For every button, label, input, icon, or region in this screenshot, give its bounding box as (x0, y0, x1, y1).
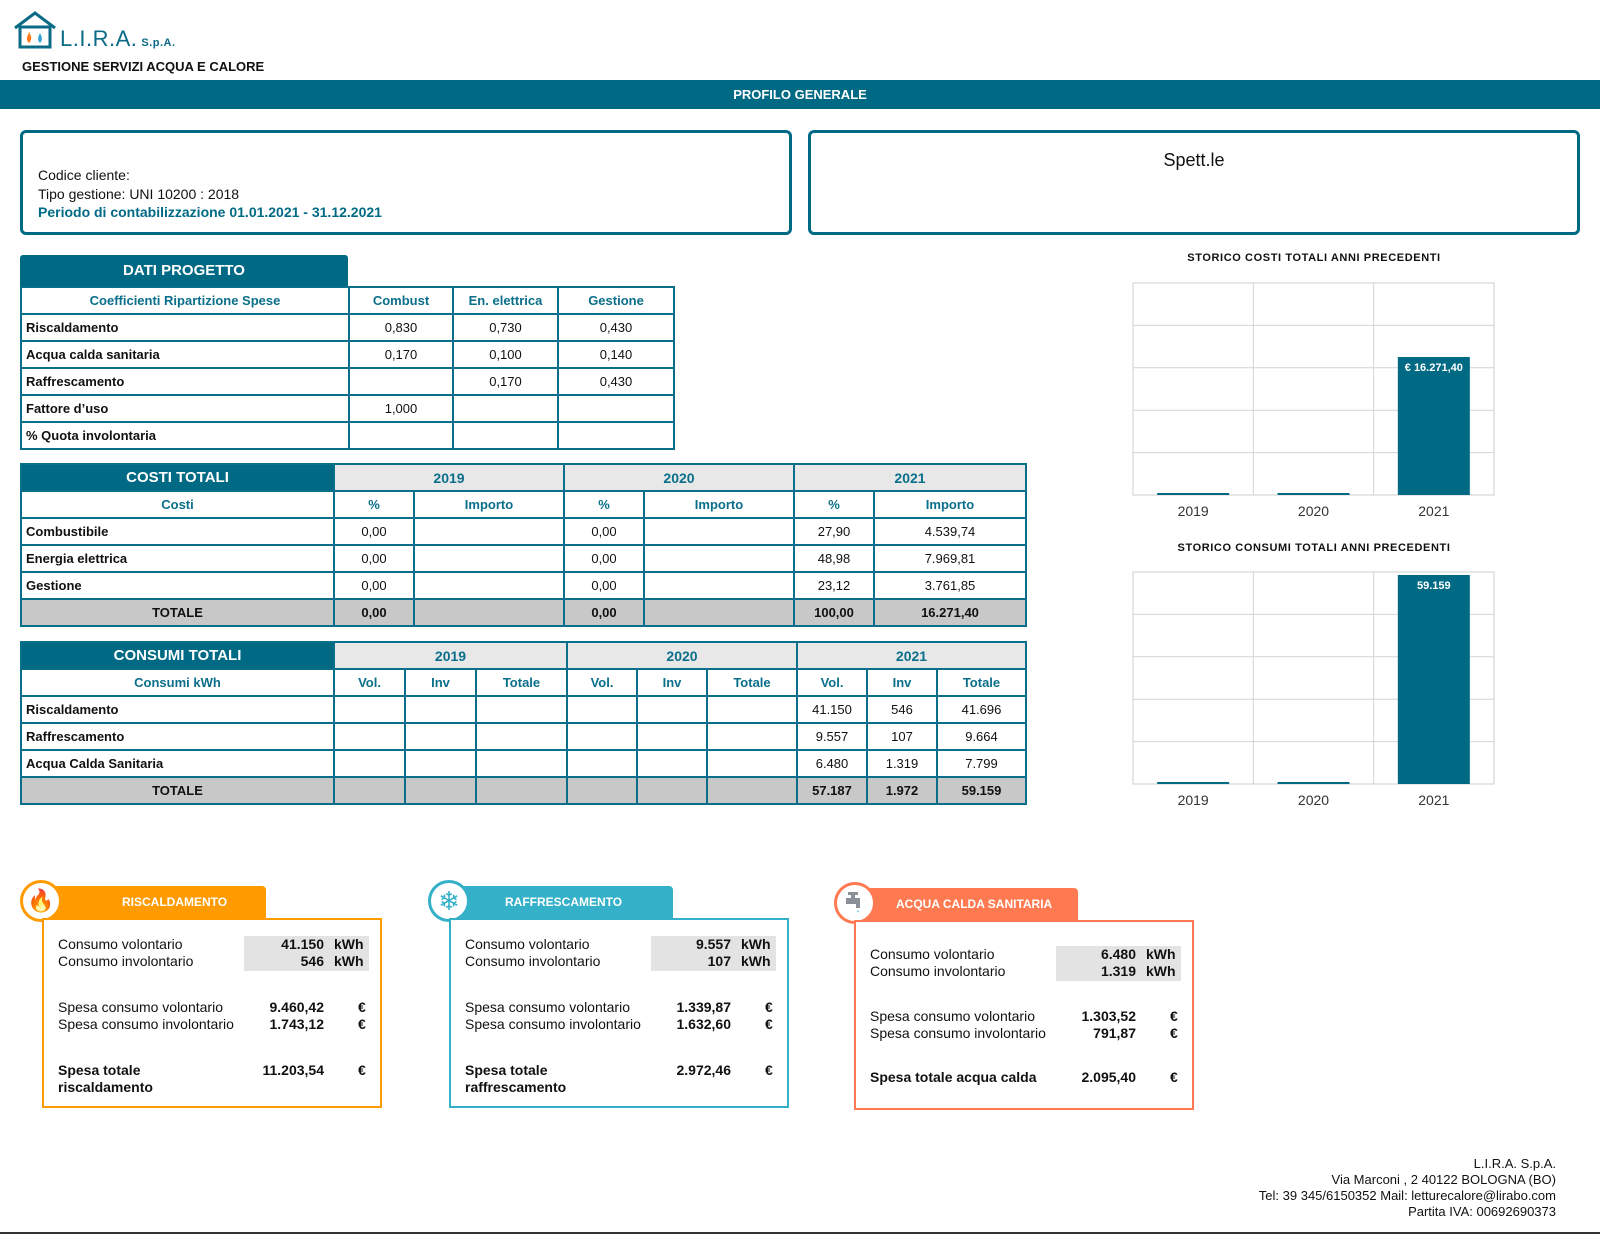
header-inv: Inv (637, 669, 707, 696)
client-info-box (20, 130, 792, 235)
unit: € (358, 999, 366, 1015)
cell (349, 422, 453, 449)
consumo-involontario-label: Consumo involontario (870, 963, 1006, 979)
cell: 16.271,40 (874, 599, 1026, 626)
spesa-volontario-label: Spesa consumo volontario (58, 999, 223, 1015)
address-box (808, 130, 1580, 235)
cell (644, 518, 794, 545)
spesa-involontario-value: 1.743,12 (269, 1016, 324, 1032)
cell (453, 422, 558, 449)
tick-label: 2019 (1177, 792, 1209, 808)
cell (405, 777, 476, 804)
header-inv: Inv (867, 669, 937, 696)
cell (405, 750, 476, 777)
spesa-involontario-label: Spesa consumo involontario (870, 1025, 1046, 1041)
cell (414, 599, 564, 626)
accounting-period: Periodo di contabilizzazione 01.01.2021 - 31.12.2021 (38, 204, 382, 220)
bar-2019 (1157, 493, 1229, 495)
header-percent: % (334, 491, 414, 518)
snowflake-icon: ❄ (428, 880, 470, 922)
raffrescamento-title: RAFFRESCAMENTO (449, 886, 673, 918)
cell: 9.664 (937, 723, 1026, 750)
faucet-icon (834, 882, 876, 924)
cell (405, 723, 476, 750)
consumi-totali-table (20, 641, 1027, 805)
unit: kWh (741, 936, 771, 952)
cell (476, 777, 567, 804)
table-row (21, 314, 674, 341)
row-label: Riscaldamento (21, 314, 349, 341)
footer-company: L.I.R.A. S.p.A. (1473, 1156, 1556, 1171)
table-row (21, 518, 1026, 545)
year-2020: 2020 (567, 642, 797, 669)
cell (414, 545, 564, 572)
cell: 0,00 (334, 599, 414, 626)
cell (476, 750, 567, 777)
cell (567, 750, 637, 777)
header-coefficienti: Coefficienti Ripartizione Spese (21, 287, 349, 314)
footer-address: Via Marconi , 2 40122 BOLOGNA (BO) (1331, 1172, 1556, 1187)
year-2020: 2020 (564, 464, 794, 491)
header-vol: Vol. (797, 669, 867, 696)
unit: kWh (1146, 946, 1176, 962)
consumi-totali-title: CONSUMI TOTALI (21, 642, 334, 669)
cell (637, 777, 707, 804)
cell: 0,00 (334, 518, 414, 545)
cell (637, 696, 707, 723)
bar-2021 (1398, 357, 1470, 495)
row-label: Acqua Calda Sanitaria (21, 750, 334, 777)
spesa-totale-label-2: riscaldamento (58, 1079, 153, 1095)
header-consumi: Consumi kWh (21, 669, 334, 696)
unit: kWh (1146, 963, 1176, 979)
cell: 0,430 (558, 314, 674, 341)
header-combust: Combust (349, 287, 453, 314)
tick-label: 2021 (1418, 503, 1450, 519)
consumo-volontario-value: 9.557 (695, 936, 731, 952)
cell: 0,00 (334, 545, 414, 572)
dati-progetto-table (20, 286, 675, 450)
consumo-volontario-label: Consumo volontario (465, 936, 590, 952)
tick-label: 2020 (1297, 503, 1330, 519)
tagline: GESTIONE SERVIZI ACQUA E CALORE (22, 59, 265, 74)
row-label: % Quota involontaria (21, 422, 349, 449)
cell: 41.150 (797, 696, 867, 723)
row-label: Raffrescamento (21, 723, 334, 750)
costi-bar-chart (1120, 278, 1510, 523)
cell (707, 723, 797, 750)
table-row (21, 572, 1026, 599)
spesa-totale-label: Spesa totale acqua calda (870, 1069, 1037, 1085)
tick-label: 2019 (1177, 503, 1209, 519)
header-totale: Totale (937, 669, 1026, 696)
cell: 9.557 (797, 723, 867, 750)
header-totale: Totale (476, 669, 567, 696)
header-percent: % (564, 491, 644, 518)
row-label: Combustibile (21, 518, 334, 545)
header-importo: Importo (644, 491, 794, 518)
unit: € (358, 1016, 366, 1032)
consumo-involontario-value: 546 (300, 953, 324, 969)
cell: 546 (867, 696, 937, 723)
unit: € (1170, 1025, 1178, 1041)
salutation: Spett.le (1163, 150, 1225, 170)
unit: € (765, 999, 773, 1015)
bar-2020 (1278, 782, 1350, 784)
table-row (21, 395, 674, 422)
house-logo-icon (12, 10, 58, 50)
cell: 0,00 (564, 545, 644, 572)
cell: 23,12 (794, 572, 874, 599)
acqua-calda-title: ACQUA CALDA SANITARIA (854, 888, 1078, 920)
tick-label: 2020 (1297, 792, 1330, 808)
header-importo: Importo (874, 491, 1026, 518)
cell: 4.539,74 (874, 518, 1026, 545)
costi-totali-table (20, 463, 1027, 627)
spesa-totale-value: 2.095,40 (1081, 1069, 1136, 1085)
cell (558, 422, 674, 449)
header-vol: Vol. (334, 669, 405, 696)
header-inv: Inv (405, 669, 476, 696)
header-percent: % (794, 491, 874, 518)
cell (476, 696, 567, 723)
unit: kWh (334, 953, 364, 969)
cell (637, 750, 707, 777)
cell: 27,90 (794, 518, 874, 545)
cell (644, 545, 794, 572)
cell: 100,00 (794, 599, 874, 626)
unit: kWh (741, 953, 771, 969)
cell: 0,00 (564, 572, 644, 599)
page-banner: PROFILO GENERALE (0, 80, 1600, 109)
costi-totali-title: COSTI TOTALI (21, 464, 334, 491)
cell: 1.972 (867, 777, 937, 804)
cell: 57.187 (797, 777, 867, 804)
spesa-involontario-value: 791,87 (1093, 1025, 1136, 1041)
cell (707, 777, 797, 804)
cell (707, 750, 797, 777)
riscaldamento-card (42, 918, 382, 1108)
cell (405, 696, 476, 723)
cell (567, 696, 637, 723)
year-2019: 2019 (334, 642, 567, 669)
cell: 3.761,85 (874, 572, 1026, 599)
cell: 0,830 (349, 314, 453, 341)
consumo-volontario-value: 6.480 (1100, 946, 1136, 962)
header-costi: Costi (21, 491, 334, 518)
cell (334, 723, 405, 750)
total-row (21, 599, 1026, 626)
spesa-totale-label: Spesa totale (465, 1062, 548, 1078)
cell (707, 696, 797, 723)
header-gestione: Gestione (558, 287, 674, 314)
cell: 0,170 (453, 368, 558, 395)
table-row (21, 545, 1026, 572)
chart-title-consumi: STORICO CONSUMI TOTALI ANNI PRECEDENTI (1177, 542, 1451, 554)
header-importo: Importo (414, 491, 564, 518)
chart-title-costi: STORICO COSTI TOTALI ANNI PRECEDENTI (1187, 252, 1441, 264)
year-2019: 2019 (334, 464, 564, 491)
cell (334, 750, 405, 777)
spesa-volontario-label: Spesa consumo volontario (870, 1008, 1035, 1024)
cell (476, 723, 567, 750)
cell (567, 777, 637, 804)
cell (414, 572, 564, 599)
acqua-calda-tab (854, 888, 1078, 920)
spesa-involontario-value: 1.632,60 (676, 1016, 731, 1032)
unit: € (765, 1016, 773, 1032)
cell: 0,430 (558, 368, 674, 395)
cell: 0,140 (558, 341, 674, 368)
cell (414, 518, 564, 545)
spesa-totale-value: 11.203,54 (262, 1062, 324, 1078)
unit: € (765, 1062, 773, 1078)
consumo-volontario-value: 41.150 (281, 936, 324, 952)
cell: 7.969,81 (874, 545, 1026, 572)
table-row (21, 750, 1026, 777)
tick-label: 2021 (1418, 792, 1450, 808)
header-vol: Vol. (567, 669, 637, 696)
cell: 0,00 (564, 599, 644, 626)
spesa-totale-value: 2.972,46 (676, 1062, 731, 1078)
row-label: Acqua calda sanitaria (21, 341, 349, 368)
acqua-calda-card (854, 920, 1194, 1110)
bar-2021 (1398, 575, 1470, 784)
table-row (21, 341, 674, 368)
cell: 0,100 (453, 341, 558, 368)
consumo-involontario-label: Consumo involontario (465, 953, 601, 969)
consumo-volontario-label: Consumo volontario (58, 936, 183, 952)
unit: kWh (334, 936, 364, 952)
cell (453, 395, 558, 422)
spesa-volontario-value: 1.303,52 (1081, 1008, 1136, 1024)
consumo-involontario-label: Consumo involontario (58, 953, 194, 969)
year-2021: 2021 (797, 642, 1026, 669)
cell: 0,00 (334, 572, 414, 599)
footer-contacts: Tel: 39 345/6150352 Mail: letturecalore@lirabo.com (1258, 1188, 1556, 1203)
table-row (21, 723, 1026, 750)
table-row (21, 696, 1026, 723)
row-label: Fattore d’uso (21, 395, 349, 422)
row-label: Gestione (21, 572, 334, 599)
cell: 0,730 (453, 314, 558, 341)
row-label: Riscaldamento (21, 696, 334, 723)
client-code: Codice cliente: (38, 167, 130, 183)
spesa-volontario-value: 9.460,42 (269, 999, 324, 1015)
total-label: TOTALE (21, 599, 334, 626)
cell (558, 395, 674, 422)
cell: 48,98 (794, 545, 874, 572)
raffrescamento-card (449, 918, 789, 1108)
riscaldamento-tab (42, 886, 266, 918)
spesa-volontario-label: Spesa consumo volontario (465, 999, 630, 1015)
consumi-bar-chart (1120, 567, 1510, 812)
cell (637, 723, 707, 750)
unit: € (358, 1062, 366, 1078)
cell (644, 572, 794, 599)
row-label: Raffrescamento (21, 368, 349, 395)
management-type: Tipo gestione: UNI 10200 : 2018 (38, 185, 240, 202)
company-footer (1259, 1156, 1556, 1220)
data-label: 59.159 (1417, 579, 1451, 592)
spesa-volontario-value: 1.339,87 (676, 999, 731, 1015)
raffrescamento-tab (449, 886, 673, 918)
cell: 1,000 (349, 395, 453, 422)
spesa-totale-label-2: raffrescamento (465, 1079, 567, 1095)
cell: 0,170 (349, 341, 453, 368)
cell (349, 368, 453, 395)
year-2021: 2021 (794, 464, 1026, 491)
footer-vat: Partita IVA: 00692690373 (1408, 1204, 1556, 1219)
spesa-involontario-label: Spesa consumo involontario (465, 1016, 641, 1032)
table-row (21, 422, 674, 449)
unit: € (1170, 1069, 1178, 1085)
cell (567, 723, 637, 750)
cell: 107 (867, 723, 937, 750)
cell (334, 696, 405, 723)
dati-progetto-title: DATI PROGETTO (20, 255, 348, 286)
spesa-totale-label: Spesa totale (58, 1062, 141, 1078)
cell: 1.319 (867, 750, 937, 777)
total-row (21, 777, 1026, 804)
cell (334, 777, 405, 804)
cell: 41.696 (937, 696, 1026, 723)
total-label: TOTALE (21, 777, 334, 804)
brand-name: L.I.R.A. S.p.A. (60, 26, 176, 51)
cell: 0,00 (564, 518, 644, 545)
cell: 59.159 (937, 777, 1026, 804)
riscaldamento-title: RISCALDAMENTO (42, 886, 266, 918)
cell (644, 599, 794, 626)
table-row (21, 368, 674, 395)
flame-icon: 🔥 (20, 880, 62, 922)
spesa-involontario-label: Spesa consumo involontario (58, 1016, 234, 1032)
bar-2020 (1278, 493, 1350, 495)
consumo-volontario-label: Consumo volontario (870, 946, 995, 962)
header-totale: Totale (707, 669, 797, 696)
cell: 6.480 (797, 750, 867, 777)
consumo-involontario-value: 1.319 (1100, 963, 1136, 979)
data-label: € 16.271,40 (1404, 362, 1463, 375)
row-label: Energia elettrica (21, 545, 334, 572)
header-en-elettrica: En. elettrica (453, 287, 558, 314)
cell: 7.799 (937, 750, 1026, 777)
consumo-involontario-value: 107 (707, 953, 731, 969)
footer-divider (0, 1232, 1600, 1234)
unit: € (1170, 1008, 1178, 1024)
bar-2019 (1157, 782, 1229, 784)
